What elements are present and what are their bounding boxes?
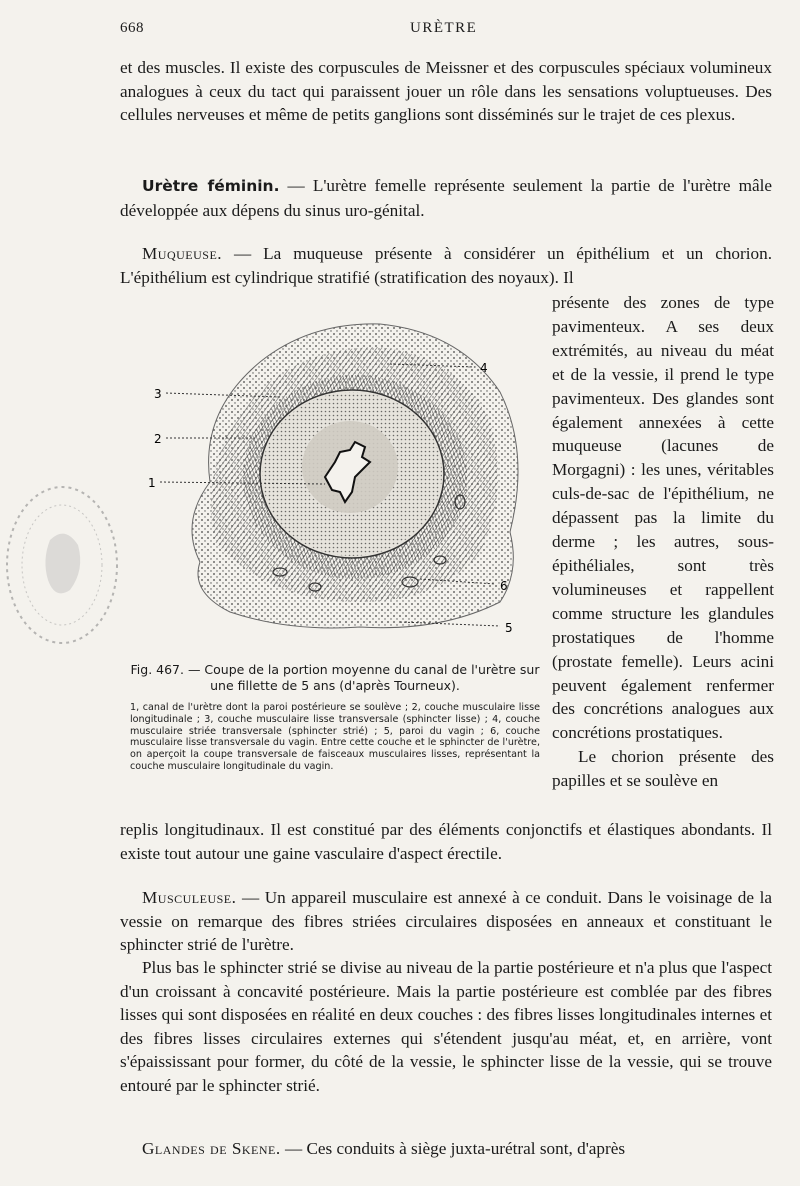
figure-label-5: 5 — [505, 621, 513, 635]
running-title: URÈTRE — [410, 20, 478, 36]
figure-label-2: 2 — [154, 432, 162, 446]
paragraph-muqueuse — [120, 242, 772, 289]
library-stamp — [0, 480, 120, 650]
text-muqueuse-wrap: présente des zones de type pavimenteux. A ses deux extrémités, au niveau du méat et de la vessie, il prend le type pavimenteux. Des glandes sont également annexées à cette muqueuse (lacunes de Morgagni) : les unes, véritables culs-de-sac de l'épithélium, ne dépassent pas la limite du derme ; les autres, sous-épithéliales, sont très volumineuses et rappellent comme structure les glandules prostatiques de l'homme (prostate femelle). Leurs acini peuvent également renfermer des concrétions analogues aux concrétions prostatiques. — [552, 293, 774, 743]
text-uretre-feminin: — L'urètre femelle représente seulement la partie de l'urètre mâle développée aux dépens du sinus uro-génital. — [120, 176, 773, 220]
text-glandes-skene: — Ces conduits à siège juxta-urétral sont, d'après — [280, 1139, 626, 1158]
paragraph-muqueuse-wrap — [552, 291, 774, 793]
figure-label-1: 1 — [148, 476, 156, 490]
page-header — [120, 20, 760, 44]
paragraph-plus-bas: Plus bas le sphincter strié se divise au niveau de la partie postérieure et n'a plus que l'aspect d'un croissant à concavité postérieure. Mais la partie postérieure est comblée par des fibres lisses qui sont disposées en réalité en deux couches : des fibres lisses longitudinales internes et des fibres lisses circulaires externes qui s'étendent jusqu'au méat, et, en arrière, vont s'épaississant pour former, du côté de la vessie, le sphincter lisse de la vessie, qui se trouve entouré par le sphincter strié. — [120, 958, 772, 1095]
heading-glandes-skene: Glandes de Skene. — [142, 1139, 281, 1158]
paragraph-musculeuse — [120, 886, 772, 957]
text-chorion-start: Le chorion présente des papilles et se soulève en — [552, 747, 774, 791]
paragraph-glandes-skene — [120, 1137, 772, 1161]
heading-muqueuse: Muqueuse. — [142, 244, 223, 263]
paragraph-chorion: replis longitudinaux. Il est constitué par des éléments conjonctifs et élastiques abondants. Il existe tout autour une gaine vasculaire d'aspect érectile. — [120, 820, 772, 863]
figure-label-4: 4 — [480, 361, 488, 375]
heading-uretre-feminin: Urètre féminin. — [142, 177, 280, 195]
figure-label-6: 6 — [500, 579, 508, 593]
text-muqueuse: — La muqueuse présente à considérer un épithélium et un chorion. L'épithélium est cylindrique stratifié (stratification des noyaux). Il — [120, 244, 772, 287]
paragraph-uretre-feminin — [120, 174, 772, 222]
text-musculeuse: — Un appareil musculaire est annexé à ce conduit. Dans le voisinage de la vessie on remarque des fibres striées circulaires disposées en anneaux et constituant le sphincter strié de l'urètre. — [120, 888, 772, 955]
page-number: 668 — [120, 20, 144, 36]
figure-caption-legend: 1, canal de l'urètre dont la paroi postérieure se soulève ; 2, couche musculaire lisse longitudinale ; 3, couche musculaire lisse transversale (sphincter lisse) ; 4, couche musculaire striée transversale (sphincter strié) ; 5, paroi du vagin ; 6, couche musculaire lisse transversale du vagin. Entre cette couche et le sphincter de l'urètre, on aperçoit la coupe transversale de faisceaux musculaires lisses, représentant la couche musculaire longitudinale du vagin. — [130, 702, 540, 772]
paragraph-corpuscules: et des muscles. Il existe des corpuscules de Meissner et des corpuscules spéciaux volumineux analogues à ceux du tact qui paraissent jouer un rôle dans les sensations voluptueuses. Des cellules nerveuses et même de petits ganglions sont disséminés sur le trajet de ces plexus. — [120, 58, 772, 125]
heading-musculeuse: Musculeuse. — [142, 888, 237, 907]
urethra-section-figure — [140, 302, 540, 657]
figure-label-3: 3 — [154, 387, 162, 401]
figure-caption-title: Fig. 467. — Coupe de la portion moyenne du canal de l'urètre sur une fillette de 5 ans (d'après Tourneux). — [130, 662, 540, 693]
